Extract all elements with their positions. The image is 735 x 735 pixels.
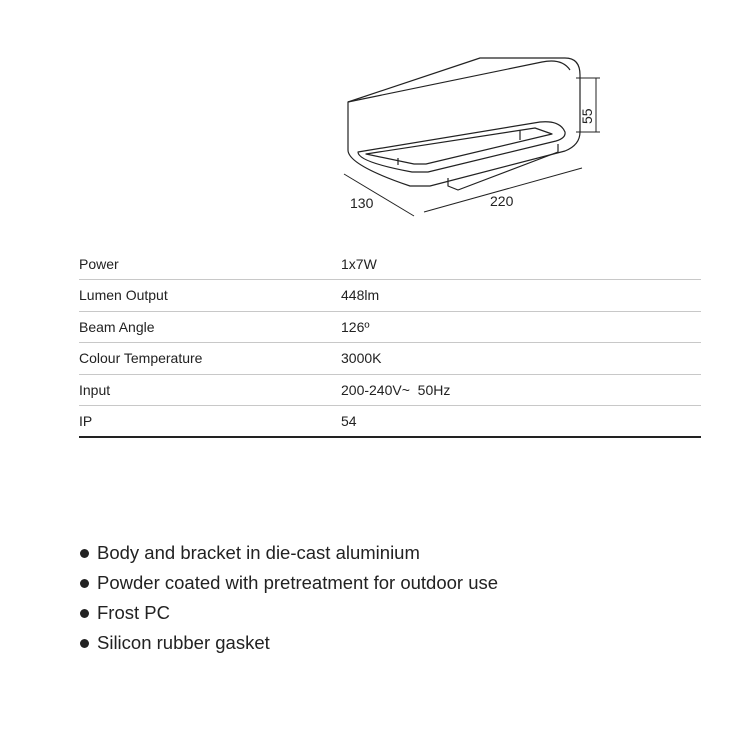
bullet-icon xyxy=(80,579,89,588)
spec-label-power: Power xyxy=(79,248,341,280)
list-item xyxy=(80,538,498,568)
spec-value-colour-temperature: 3000K xyxy=(341,343,701,375)
table-row xyxy=(79,280,701,312)
table-row xyxy=(79,248,701,280)
table-row xyxy=(79,406,701,438)
spec-value-ip: 54 xyxy=(341,406,701,438)
spec-value-lumen-output: 448lm xyxy=(341,280,701,312)
dimension-width: 220 xyxy=(490,193,514,209)
product-dimension-drawing xyxy=(330,40,630,220)
feature-text: Body and bracket in die-cast aluminium xyxy=(97,542,420,563)
feature-list xyxy=(80,538,498,658)
dimension-height: 55 xyxy=(579,108,595,124)
bullet-icon xyxy=(80,549,89,558)
spec-label-beam-angle: Beam Angle xyxy=(79,311,341,343)
spec-value-input: 200-240V~ 50Hz xyxy=(341,374,701,406)
bullet-icon xyxy=(80,609,89,618)
feature-text: Frost PC xyxy=(97,602,170,623)
spec-label-lumen-output: Lumen Output xyxy=(79,280,341,312)
dimension-depth: 130 xyxy=(350,195,374,211)
list-item xyxy=(80,598,498,628)
feature-text: Powder coated with pretreatment for outdoor use xyxy=(97,572,499,593)
spec-value-power: 1x7W xyxy=(341,248,701,280)
table-row xyxy=(79,311,701,343)
bullet-icon xyxy=(80,639,89,648)
feature-text: Silicon rubber gasket xyxy=(97,632,270,653)
list-item xyxy=(80,568,498,598)
list-item xyxy=(80,628,498,658)
spec-label-ip: IP xyxy=(79,406,341,438)
lamp-rim xyxy=(358,122,565,172)
spec-value-beam-angle: 126º xyxy=(341,311,701,343)
specification-table xyxy=(79,248,701,438)
spec-label-input: Input xyxy=(79,374,341,406)
spec-label-colour-temperature: Colour Temperature xyxy=(79,343,341,375)
table-row xyxy=(79,343,701,375)
table-row xyxy=(79,374,701,406)
